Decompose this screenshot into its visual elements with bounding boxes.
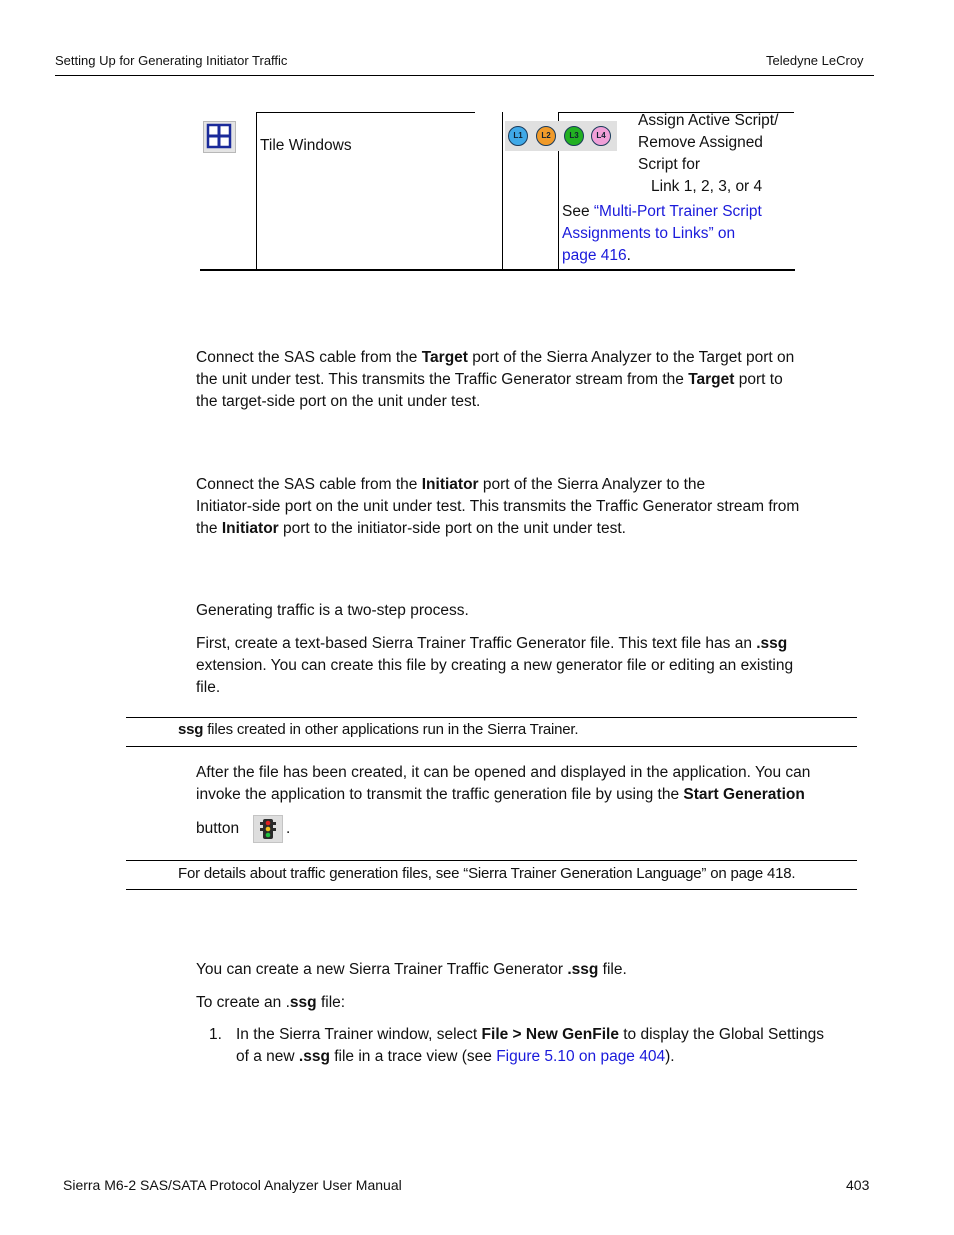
multi-port-script-link[interactable]: “Multi-Port Trainer Script (593, 203, 762, 220)
table-bottom-border (200, 269, 795, 271)
link-script-icons (505, 121, 617, 151)
note-rule-bottom (126, 746, 857, 747)
step-1-text: In the Sierra Trainer window, select File > New GenFile to display the Global Settings of a new .ssg file in a trace view (see Figure 5.10 on page 404). (236, 1026, 825, 1065)
footer-title: Sierra M6-2 SAS/SATA Protocol Analyzer User Manual (63, 1177, 402, 1193)
assign-script-text: Assign Active Script/ Remove Assigned Script for Link 1, 2, 3, or 4 (638, 112, 779, 195)
running-header-left: Setting Up for Generating Initiator Traffic (55, 53, 288, 68)
initiator-cable-paragraph: Connect the SAS cable from the Initiator port of the Sierra Analyzer to the Initiator-side port on the unit under test. This transmits the Traffic Generator stream from the Initiator port to the initiator-side port on the unit under test. (196, 476, 800, 537)
multi-port-script-link-line3[interactable]: page 416 (562, 247, 627, 264)
running-header-right: Teledyne LeCroy (766, 53, 864, 68)
page-number: 403 (846, 1177, 870, 1193)
start-generation-icon[interactable] (253, 815, 283, 843)
link-4-icon: L4 (591, 126, 611, 146)
tile-windows-label: Tile Windows (260, 137, 352, 154)
table-border (502, 112, 503, 270)
button-label-period: . (286, 820, 291, 837)
create-file-paragraph: First, create a text-based Sierra Trainer Traffic Generator file. This text file has an .ssg extension. You can create this file by creating a new generator file or editing an existing file. (196, 635, 794, 696)
button-label: button (196, 820, 240, 837)
step-number: 1. (209, 1026, 222, 1043)
header-rule (55, 75, 874, 76)
table-border (256, 112, 475, 113)
to-create-paragraph: To create an .ssg file: (196, 994, 346, 1011)
link-1-icon: L1 (508, 126, 528, 146)
note-rule-top (126, 717, 857, 718)
ssg-note: ssg files created in other applications run in the Sierra Trainer. (178, 721, 579, 738)
tile-windows-icon (203, 121, 236, 153)
target-cable-paragraph: Connect the SAS cable from the Target port of the Sierra Analyzer to the Target port on the unit under test. This transmits the Traffic Generator stream from the Target port to the target-side port on the unit under test. (196, 349, 795, 410)
new-ssg-paragraph: You can create a new Sierra Trainer Traffic Generator .ssg file. (196, 961, 627, 978)
multi-port-script-link-line2[interactable]: Assignments to Links” on (562, 225, 736, 242)
two-step-paragraph: Generating traffic is a two-step process. (196, 602, 469, 619)
link-3-icon: L3 (564, 126, 584, 146)
see-reference: See “Multi-Port Trainer Script Assignments to Links” on page 416. (562, 201, 798, 267)
note2-rule-bottom (126, 889, 857, 890)
link-2-icon: L2 (536, 126, 556, 146)
figure-5-10-link[interactable]: Figure 5.10 on page 404 (496, 1048, 666, 1065)
generation-language-note: For details about traffic generation files, see “Sierra Trainer Generation Language” on page 418. (178, 865, 796, 882)
start-generation-paragraph: After the file has been created, it can be opened and displayed in the application. You can invoke the application to transmit the traffic generation file by using the Start Generation (196, 764, 811, 803)
note2-rule-top (126, 860, 857, 861)
table-border (256, 112, 257, 270)
